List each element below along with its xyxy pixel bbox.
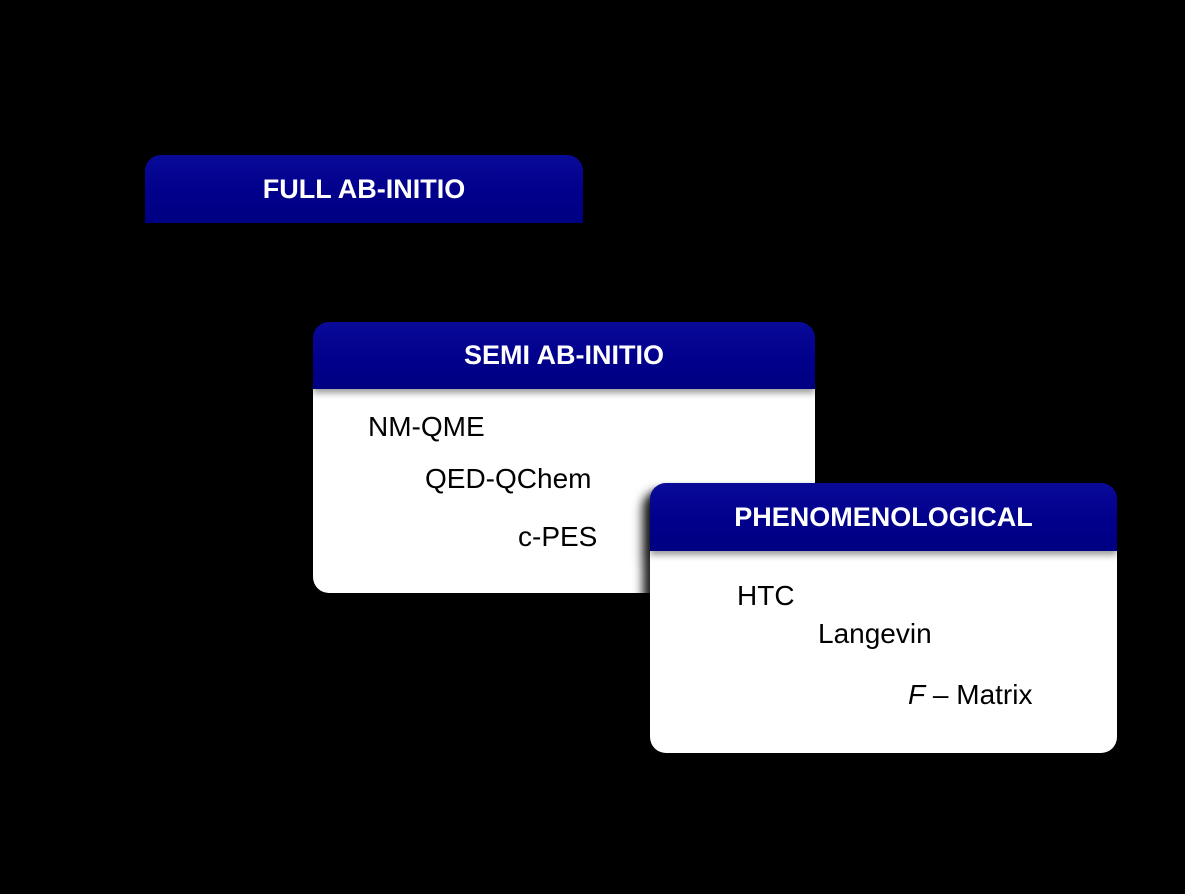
full-ab-initio-title: FULL AB-INITIO: [262, 173, 466, 204]
method-item-nm-qme: NM-QME: [368, 411, 485, 442]
phenomenological-title: PHENOMENOLOGICAL: [734, 501, 1033, 532]
full-ab-initio-header: [145, 155, 583, 223]
semi-ab-initio-title: SEMI AB-INITIO: [464, 340, 664, 370]
phenomenological-card: [650, 483, 1117, 753]
semi-ab-initio-header: [313, 322, 815, 389]
f-matrix-rest: – Matrix: [925, 679, 1033, 710]
method-item-f-matrix: [908, 679, 1032, 711]
method-item-langevin: Langevin: [818, 618, 932, 649]
full-ab-initio-box: [145, 155, 583, 223]
method-item-qed-qchem: QED-QChem: [425, 463, 592, 494]
phenomenological-header: [650, 483, 1117, 551]
method-item-htc: HTC: [737, 580, 795, 611]
f-matrix-italic-f: F: [908, 679, 926, 710]
phenomenological-body: [650, 551, 1117, 753]
method-item-c-pes: c-PES: [518, 521, 598, 552]
